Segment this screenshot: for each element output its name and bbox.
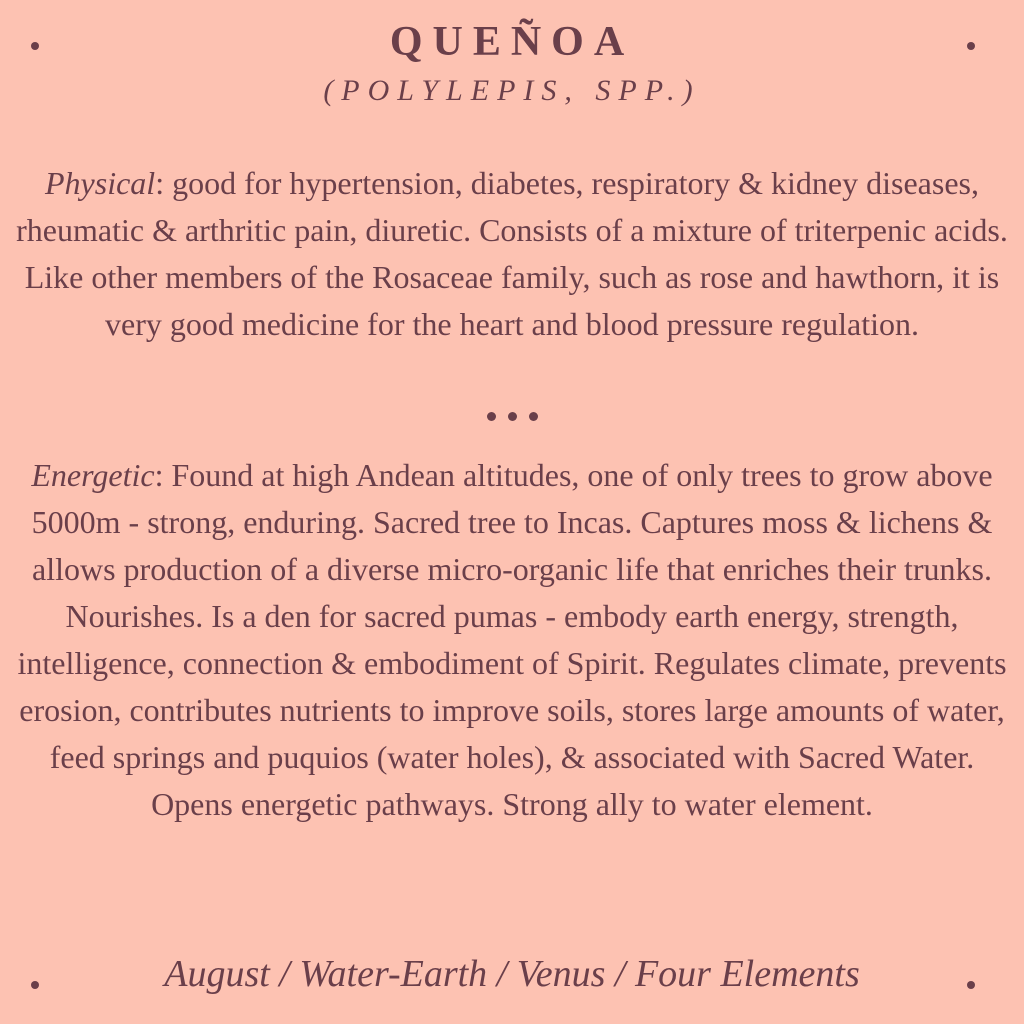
physical-paragraph: [14, 160, 1010, 348]
energetic-text: : Found at high Andean altitudes, one of only trees to grow above 5000m - strong, enduring. Sacred tree to Incas. Captures moss & lichens & allows production of a diverse micro-organic life that enriches their trunks. Nourishes. Is a den for sacred pumas - embody earth energy, strength, intelligence, connection & embodiment of Spirit. Regulates climate, prevents erosion, contributes nutrients to improve soils, stores large amounts of water, feed springs and puquios (water holes), & associated with Sacred Water. Opens energetic pathways. Strong ally to water element.: [17, 457, 1007, 822]
energetic-label: Energetic: [31, 457, 155, 493]
page-title: QUEÑOA: [389, 19, 635, 65]
separator-dot: [487, 412, 496, 421]
separator-dot: [529, 412, 538, 421]
physical-text: : good for hypertension, diabetes, respiratory & kidney diseases, rheumatic & arthritic pain, diuretic. Consists of a mixture of triterpenic acids. Like other members of the Rosaceae family, such as rose and hawthorn, it is very good medicine for the heart and blood pressure regulation.: [16, 165, 1008, 342]
botanical-name: (POLYLEPIS, SPP.): [323, 74, 701, 107]
energetic-paragraph: [14, 452, 1010, 828]
physical-label: Physical: [45, 165, 156, 201]
separator-dot: [508, 412, 517, 421]
footer-attributes: August / Water-Earth / Venus / Four Elements: [164, 953, 860, 995]
section-separator: [0, 412, 1024, 421]
